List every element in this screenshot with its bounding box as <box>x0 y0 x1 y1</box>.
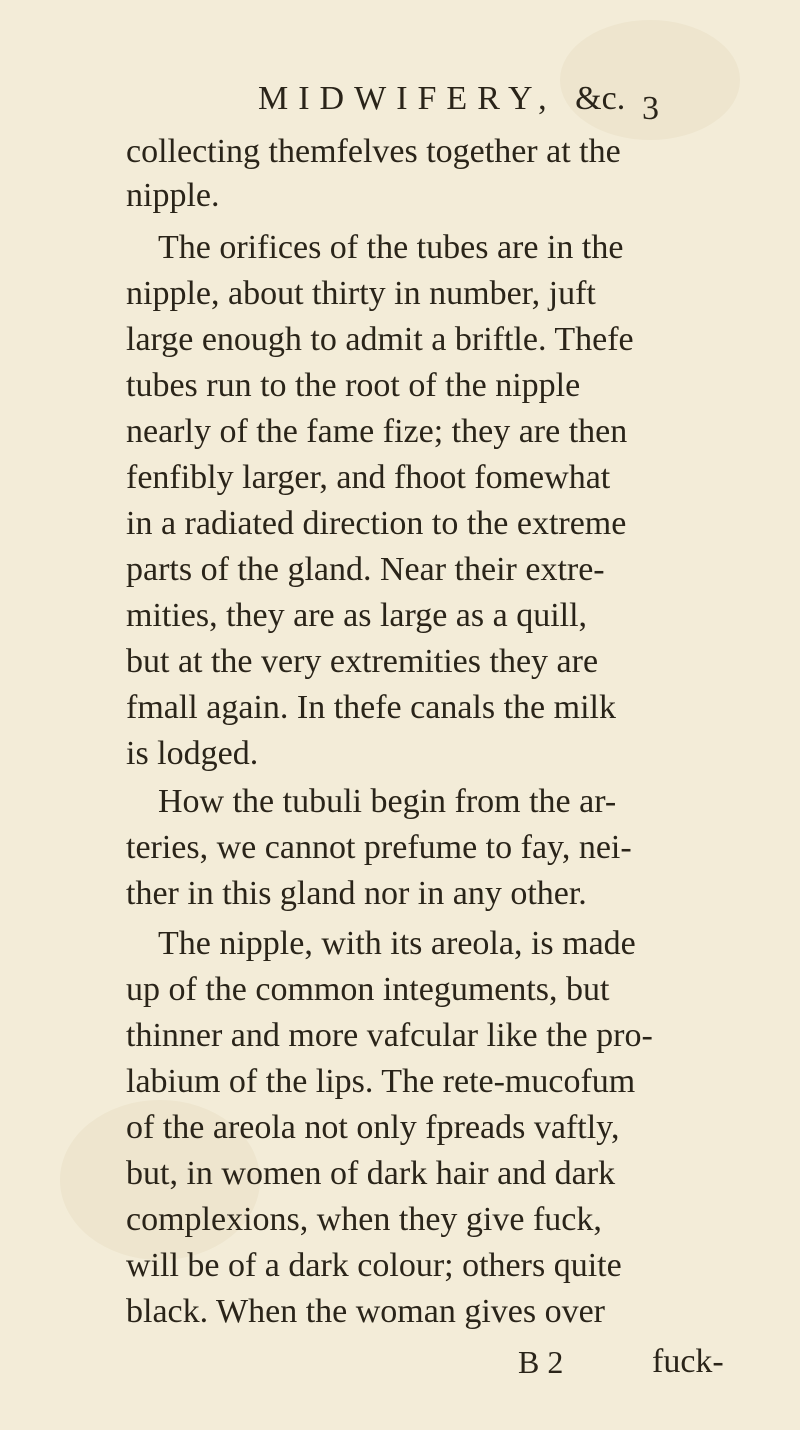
text-line: will be of a dark colour; others quite <box>126 1247 622 1284</box>
text-line: but, in women of dark hair and dark <box>126 1155 616 1192</box>
text-line: How the tubuli begin from the ar- <box>158 783 617 820</box>
text-line: fmall again. In thefe canals the milk <box>126 689 616 726</box>
running-head-etc: &c. <box>575 80 626 117</box>
text-line: of the areola not only fpreads vaftly, <box>126 1109 620 1146</box>
running-head-title: MIDWIFERY, <box>258 80 557 117</box>
running-head <box>258 74 678 124</box>
text-line: black. When the woman gives over <box>126 1293 606 1330</box>
text-line: nipple, about thirty in number, juft <box>126 275 596 312</box>
text-line: teries, we cannot prefume to fay, nei- <box>126 829 632 866</box>
text-line: mities, they are as large as a quill, <box>126 597 588 634</box>
page-number: 3 <box>642 90 659 127</box>
text-line: tubes run to the root of the nipple <box>126 367 581 404</box>
text-line: complexions, when they give fuck, <box>126 1201 602 1238</box>
text-line: but at the very extremities they are <box>126 643 599 680</box>
text-line: up of the common integuments, but <box>126 971 610 1008</box>
text-line: The orifices of the tubes are in the <box>158 229 624 266</box>
text-line: labium of the lips. The rete-mucofum <box>126 1063 636 1100</box>
text-line: The nipple, with its areola, is made <box>158 925 636 962</box>
text-line: fenfibly larger, and fhoot fomewhat <box>126 459 611 496</box>
text-line: in a radiated direction to the extreme <box>126 505 627 542</box>
signature-mark: B 2 <box>518 1344 564 1380</box>
text-line: collecting themfelves together at the <box>126 133 621 170</box>
text-line: large enough to admit a briftle. Thefe <box>126 321 634 358</box>
text-line: parts of the gland. Near their extre- <box>126 551 605 588</box>
text-line: ther in this gland nor in any other. <box>126 875 587 912</box>
text-line: nipple. <box>126 177 220 214</box>
text-line: nearly of the fame fize; they are then <box>126 413 628 450</box>
text-line: thinner and more vafcular like the pro- <box>126 1017 653 1054</box>
catchword: fuck- <box>652 1343 724 1380</box>
text-line: is lodged. <box>126 735 259 772</box>
